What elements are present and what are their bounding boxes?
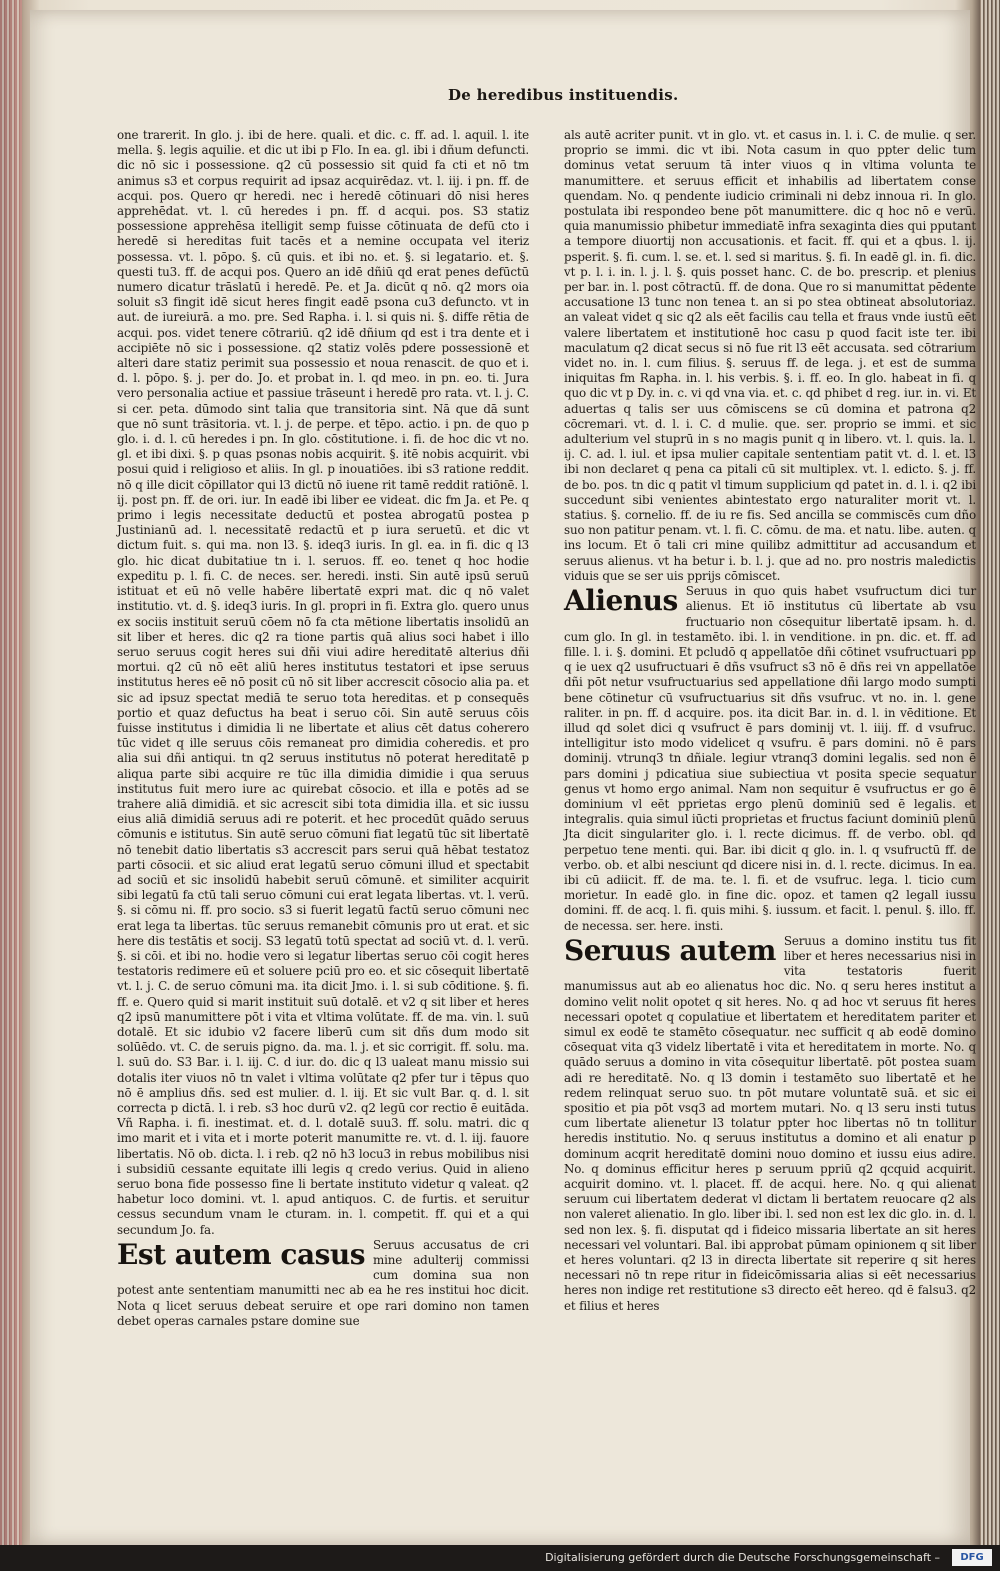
rubric-alienus-text: Seruus in quo quis habet vsufructum dici tur alienus. Et iō institutus cū libertate ab vsu fructuario non cōsequitur libertatē ipsam. h. d. cum glo. In gl. in testamēto. ibi. l. in venditione. in pn. dic. et. ff. ad fille. l. i. §. domini. Et pcludō q appellatōe dñi cōtinet vsufructuari pp q ie uex q2 usufructuari ē dñs vsufruct s3 nō ē dñs rei vn appellatōe dñi pōt netur vsufructuarius sed appellatione dñi largo modo sumpti bene cōtinetur cū vsufructuarius sit dñs vsufruc. vt no. in. l. gene raliter. in pn. ff. d acquire. pos. ita dicit Bar. in. d. l. in vēditione. Et illud qd solet dici q vsufruct ē pars dominij vt. l. iiij. ff. d vsufruc. intelligitur isto modo videlicet q vsufru. ē pars domini. nō ē pars dominij. vtrunq3 tn dñiale. legiur vtranq3 domini legalis. sed non ē pars domini j pdicatiua siue subiectiua vt posita specie sequatur genus vt homo ergo animal. Nam non sequitur ē vsufructus er go ē dominium vl eēt pprietas ergo plenū dominiū sed ē legalis. et integralis. quia simul iūcti proprietas et fructus faciunt dominiū plenū Jta dicit singulariter glo. i. l. recte dicimus. ff. de verbo. obl. qd perpetuo tene menti. qui. Bar. ibi dicit q glo. in. l. q vsufructū ff. de verbo. ob. et albi nesciunt qd dicere nisi in. d. l. recte. dicimus. In ea. ibi cū adiicit. ff. de ma. te. l. fi. et de vsufruc. lega. l. ticio cum morietur. In eadē glo. in fine dic. opoz. et tamen q2 legall iussu domini. ff. de acq. l. fi. quis mihi. §. iussum. et facit. l. penul. §. illo. ff. de necessa. ser. here. insti. [564,584,976,933]
right-column [564,128,976,1314]
rubric-alienus: Alienus [564,584,678,618]
rubric-seruus-autem: Seruus autem [564,933,776,967]
right-column-body: als autē acriter punit. vt in glo. vt. et casus in. l. i. C. de mulie. q ser. proprio se immi. dic vt ibi. Nota casum in quo ppter delic tum dominus vetat seruum tā inter viuos q in vltima volunta te manumittere. et seruus efficit et inhabilis ad libertatem conse quendam. No. q pendente iudicio criminali ni debz innoua ri. In glo. postulata ibi respondeo bene pōt manumittere. dic q hoc nō e verū. quia manumissio phibetur immediatē infra sexaginta dies qui pputant a tempore diuortij non accusationis. et facit. ff. qui et a qbus. l. ij. psperit. §. fi. cum. l. se. et. l. sed si maritus. §. fi. In eadē gl. in. fi. dic. vt p. l. i. in. l. j. l. §. quis posset hanc. C. de bo. prescrip. et plenius per bar. in. l. post cōtractū. ff. de dona. Que ro si manumittat pēdente accusatione l3 tunc non tenea t. an si po stea obtineat absolutoriaz. an valeat videt q sic q2 als eēt facilis cau tella et fraus vnde iustū eēt valere libertatem et institutionē hoc casu p quod facit iste ter. ibi maculatum q2 dicat secus si nō fue rit l3 eēt accusata. sed cōtrarium videt no. in. l. cum filius. §. seruus ff. de lega. j. et est de summa iniquitas fm Rapha. in. l. his verbis. §. i. ff. eo. In glo. habeat in fi. q quo dic vt p Dy. in. c. vi qd vna via. et. c. qd phibet d reg. iur. in. vi. Et aduertas q talis ser uus cōmiscens se cū domina et patrona q2 cōcremari. vt. d. l. i. C. d mulie. que. ser. proprio se immi. et sic adulterium vel stuprū in s no magis punit q in libero. vt. l. quis. la. l. ij. C. ad. l. iul. et ipsa mulier capitale sententiam patit vt. d. l. et. l3 ibi non declaret q pena ca pitali cū sit multiplex. vt. l. edicto. §. j. ff. de bo. pos. tn dic q patit vl timum supplicium qd patet in. d. l. i. q2 ibi succedunt sibi venientes abintestato ergo naturaliter morit vt. l. statius. §. cornelio. ff. de iu re fis. Sed ancilla se commiscēs cum dño suo non patitur penam. vt. l. fi. C. cōmu. de ma. et natu. libe. auten. q ins locum. Et ō tali cri mine quilibz admittitur ad accusandum et seruus alienus. vt ha betur i. b. l. j. que ad no. pro nostris maledictis viduis que se ser uis pprijs cōmiscet. [564,128,976,583]
running-header: De heredibus instituendis. [448,86,679,104]
book-edge-right [980,0,1000,1545]
book-edge-left [0,0,22,1545]
book-page [30,10,976,1545]
left-column-body: one trarerit. In glo. j. ibi de here. quali. et dic. c. ff. ad. l. aquil. l. ite mella. §. legis aquilie. et dic ut ibi p Flo. In ea. gl. ibi i dñum defuncti. dic nō sic i possessione. q2 cū possessio sit quid fa cti et nō tm animus s3 et corpus requirit ad ipsaz acquirēdaz. vt. l. iij. i pn. ff. de acqui. pos. Quero qr heredi. nec i heredē cōtinuari dō nisi heres apprehēdat. vt. l. cū heredes i pn. ff. d acqui. pos. S3 statiz possessione apprehēsa itelligit semp fuisse cōtinuata de defū cto i heredē si hereditas fuit tacēs et a nemine occupata vel iteriz possessa. vt. l. pōpo. §. cū quis. et ibi no. et. §. si legatario. et. §. questi tu3. ff. de acqui pos. Quero an idē dñiū qd erat penes defūctū numero dicatur trāslatū i heredē. Pe. et Ja. dicūt q nō. q2 mors oia soluit s3 fingit idē sicut heres fingit eadē psona cu3 defuncto. vt in aut. de iureiurā. a mo. pre. Sed Rapha. i. l. si quis ni. §. diffe rētia de acqui. pos. videt tenere cōtrariū. q2 idē dñium qd est i tra dente et i accipiēte nō sic i possessione. q2 statiz volēs pdere possessionē et alteri dare statiz perimit sua possessio et noua renascit. de quo et i. d. l. pōpo. §. j. per do. Jo. et probat in. l. qd meo. in pn. eo. ti. Jura vero personalia actiue et passiue trāseunt i heredē pro rata. vt. l. j. C. si cer. peta. dūmodo sint talia que transitoria sint. Nā que dā sunt que nō sunt trāsitoria. vt. l. j. de perpe. et tēpo. actio. i pn. de quo p glo. i. d. l. cū heredes i pn. In glo. cōstitutione. i. fi. de hoc dic vt no. gl. et ibi dixi. §. p quas psonas nobis acquirit. §. itē nobis acquirit. vbi posui quid i religioso et aliis. In gl. p inouatiōes. ibi s3 ratione reddit. nō q ille dicit cōpillator qui l3 dictū nō iuene rit tamē reddit ratiōnē. l. ij. post pn. ff. de ori. iur. In eadē ibi liber ee videat. dic fm Ja. et Pe. q primo i legis necessitate deductū et postea abrogatū postea p Justinianū ad. l. necessitatē redactū et p iura seruetū. et dic vt dictum fuit. s. qui ma. non l3. §. ideq3 iuris. In gl. ea. in fi. dic q l3 glo. hic dicat dubitatiue tn i. l. seruos. ff. eo. tenet q hoc hodie expeditu p. l. fi. C. de neces. ser. heredi. insti. Sin autē ipsū seruū istituat et eū nō velle habēre libertatē expri mat. dic q nō valet institutio. vt. d. §. ideq3 iuris. In gl. propri in fi. Extra glo. quero unus ex sociis instituit seruū cōem nō fa cta mētione libertatis insolidū an sit liber et heres. dic q2 ra tione partis quā alius soci habet i illo seruo seruus cogit heres sui dñi viui adire hereditatē alterius dñi mortui. q2 cū nō eēt aliū heres institutus testatori et ipse seruus institutus heres eē nō posit cū nō sit liber accrescit cōsocio alia pa. et sic ad ipsuz spectat mediā te seruo tota hereditas. et p consequēs portio et quaz defuctus ha beat i seruo cōi. Sin autē seruus cōis fuisse institutus i dimidia li ne libertate et alius cēt datus coherero tūc videt q ille seruus cōis remaneat pro dimidia coheredis. et pro alia sui dñi antiqui. tn q2 seruus institutus nō poterat hereditatē p aliqua parte sibi acquire re tūc illa dimidia dimidie i qua seruus institutus fuit mero iure ac quirebat cōsocio. et illa e potēs ad se trahere aliā dimidiā. et sic acrescit sibi tota dimidia illa. et sic iussu eius aliā dimidiā seruus adi re poterit. et hec procedūt quādo seruus cōmunis e istitutus. Sin autē seruo cōmuni fiat legatū tūc sit libertatē nō tenebit datio libertatis s3 accrescit pars serui quā hēbat testatoz parti cōsocii. et sic aliud erat legatū seruo cōmuni illud et spectabit ad sociū et sic insolidū habebit seruū cōmunē. et similiter acquirit sibi legatū fa ctū tali seruo cōmuni cui erat legata libertas. vt. l. verū. §. si cōmu ni. ff. pro socio. s3 si fuerit legatū factū seruo cōmuni nec erat lega ta libertas. tūc seruus remanebit cōmunis pro ut erat. et sic here dis testātis et socij. S3 legatū totū spectat ad sociū vt. d. l. verū. §. si cōi. et ibi no. hodie vero si legatur libertas seruo cōi cogit heres testatoris redimere eū et soluere pciū pro eo. et sic cōsequit libertatē vt. l. j. C. de seruo cōmuni ma. ita dicit Jmo. i. l. si sub cōditione. §. fi. ff. e. Quero quid si marit instituit suū dotalē. et v2 q sit liber et heres q2 ipsū manumittere pōt i vita et vltima volūtate. ff. de ma. vin. l. suū dotalē. Et sic idubio v2 facere liberū cum sit dñs dum modo sit solūēdo. vt. C. de seruis pigno. da. ma. l. j. et sic corrigit. ff. solu. ma. l. suū do. S3 Bar. i. l. iij. C. d iur. do. dic q l3 ualeat manu missio sui dotalis iter viuos nō tn valet i vltima volūtate q2 pfer tur i tēpus quo nō ē amplius dñs. sed est mulier. d. l. iij. Et sic vult Bar. q. d. l. sit correcta p dictā. l. i reb. s3 hoc durū v2. q2 legū cor rectio ē euitāda. Vñ Rapha. i. fi. inestimat. et. d. l. dotalē suu3. ff. solu. matri. dic q imo marit et i vita et i morte poterit manumitte re. vt. d. l. iij. fauore libertatis. Nō ob. dicta. l. i reb. q2 nō h3 locu3 in rebus mobilibus nisi i subsidiū cessante equitate illi legis q credo verius. Quid in alieno seruo bona fide possesso fine li bertate instituto videtur q valeat. q2 habetur loco domini. vt. l. apud antiquos. C. de furtis. et seruitur cessus secundum vnam le cturam. in. l. competit. ff. qui et a qui secundum Jo. fa. [117,128,529,1237]
dfg-logo: DFG [952,1549,992,1566]
footer-credit: Digitalisierung gefördert durch die Deutsche Forschungsgemeinschaft – [545,1551,940,1564]
rubric-seruus-autem-text: Seruus a domino institu tus fit liber et heres necessarius nisi in vita testatoris fuerit manumissus aut ab eo alienatus hoc dic. No. q seru heres institut a domino velit nolit opotet q sit heres. No. q ad hoc vt seruus fit heres necessari opotet q copulatiue et libertatem et hereditatem pariter et simul ex eodē te stamēto cōsequatur. nec sufficit q ab eodē domino cōsequat vita q3 videlz libertatē i vita et hereditatem in morte. No. q quādo seruus a domino in vita cōsequitur libertatē. pōt postea suam adi re hereditatē. No. q l3 domin i testamēto suo libertatē et he redem relinquat seruo suo. tn pōt mutare voluntatē suā. et sic ei spositio et pia pōt vsq3 ad mortem mutari. No. q l3 seru insti tutus cum libertate alienetur l3 tolatur ppter hoc libertas nō tn tollitur heredis institutio. No. q seruus institutus a domino et ali enatur p dominum acqrit hereditatē domini nouo domino et iussu eius adire. No. q dominus efficitur heres p seruum ppriū q2 qcquid acquirit. acquirit domino. vt. l. placet. ff. de acqui. here. No. q qui alienat seruum cui libertatem dederat vl dictam li bertatem reuocare q2 als non valeret alienatio. In glo. liber ibi. l. sed non est lex dic glo. in. d. l. sed non lex. §. fi. disputat qd i fideico missaria libertate an sit heres necessari vel voluntari. Bal. ibi approbat pūmam opinionem q sit liber et heres voluntari. q2 l3 in directa libertate sit reperire q sit heres necessari nō tn repe ritur in fideicōmissaria alias si eēt necessarius heres non indige ret restitutione s3 directo eēt hereo. qd ē falsu3. q2 et filius et heres [564,933,976,1313]
rubric-est-autem-casus: Est autem casus [117,1237,365,1271]
left-column [117,128,529,1329]
rubric-est-autem-casus-text: Seruus accusatus de cri mine adulterij commissi cum domina sua non potest ante sententiam manumitti nec ab ea he res institui hoc dicit. Nota q licet seruus debeat seruire et ope rari domino non tamen debet operas carnales pstare domine sue [117,1237,529,1328]
